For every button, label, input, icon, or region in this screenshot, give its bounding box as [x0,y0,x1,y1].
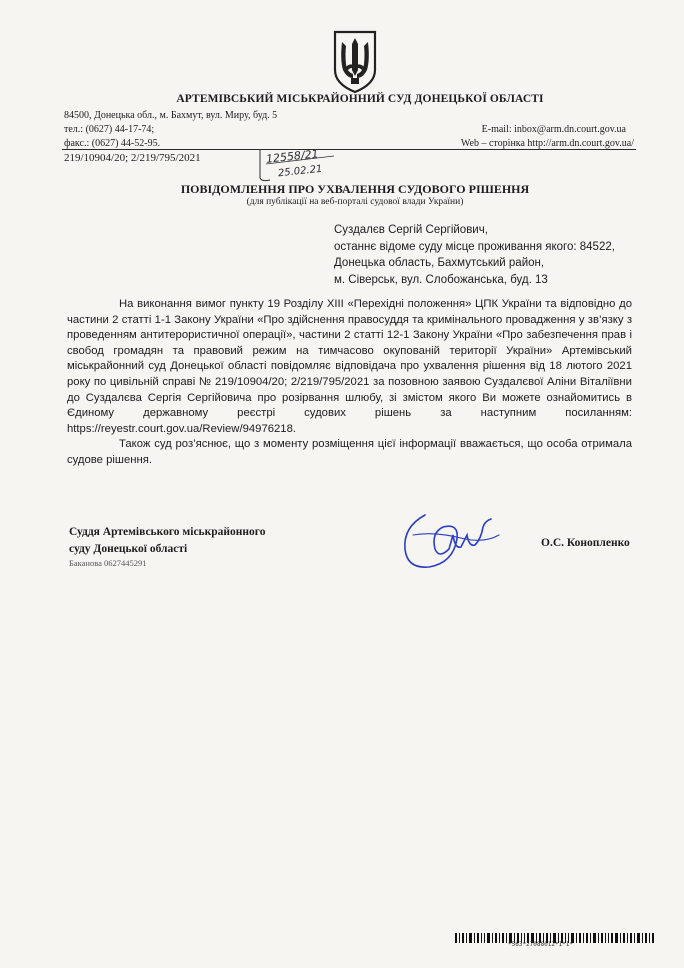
clerk-contact: Баканова 0627445291 [69,558,147,568]
notice-body [67,297,632,469]
barcode-label: *563*27088012*1*1* [508,941,574,948]
recipient-address-line: Донецька область, Бахмутський район, [334,257,545,269]
recipient-address-line: останнє відоме суду місце проживання якого: 84522, [334,240,615,253]
judge-title-line: Суддя Артемівського міськрайонного [69,526,266,538]
body-paragraph: На виконання вимог пункту 19 Розділу XIII «Перехідні положення» ЦПК України та відповідно до частини 2 статті 1-1 Закону України «Про здійснення правосуддя та кримінального провадження у зв’язку з проведенням антитерористичної операції», частини 2 статті 12-1 Закону України «Про забезпечення прав і свобод громадян та правовий режим на тимчасово окупованій території України» Артемівський міськрайонний суд Донецької області повідомляє відповідача про ухвалення рішення від 18 лютого 2021 року по цивільній справі № 219/10904/20; 2/219/795/2021 за позовною заявою Суздалєвої Аліни Віталіївни до Суздалєва Сергія Сергійовича про розірвання шлюбу, зі змістом якого Ви можете ознайомитись в Єдиному державному реєстрі судових рішень за наступним посиланням: https://reyestr.court.gov.ua/Review/94976218. [67,298,632,435]
registration-stamp [248,146,340,186]
court-address: 84500, Донецька обл., м. Бахмут, вул. Миру, буд. 5 [64,110,278,121]
registration-date: 25.02.21 [277,163,323,180]
recipient-address-line: м. Сіверськ, вул. Слобожанська, буд. 13 [334,273,548,286]
judge-title [69,524,265,558]
document-title: ПОВІДОМЛЕННЯ ПРО УХВАЛЕННЯ СУДОВОГО РІШЕННЯ [180,182,530,196]
recipient-block [334,222,664,288]
coat-of-arms-tryzub-icon [331,30,379,94]
court-email: E-mail: inbox@arm.dn.court.gov.ua [481,124,626,135]
registration-number: 12558/21 [265,147,320,166]
body-paragraph: Також суд роз’яснює, що з моменту розміщення цієї інформації вважається, що особа отримала судове рішення. [67,438,632,466]
document-subtitle: (для публікації на веб-порталі судової влади України) [246,197,464,207]
recipient-name: Суздалєв Сергій Сергійович, [334,224,488,236]
court-fax: факс.: (0627) 44-52-95. [64,138,161,149]
court-name-heading: АРТЕМІВСЬКИЙ МІСЬКРАЙОННИЙ СУД ДОНЕЦЬКОЇ ОБЛАСТІ [176,93,544,105]
header-divider [62,149,636,150]
judge-title-line: суду Донецької області [69,543,188,555]
court-website-link[interactable]: Web – сторінка http://arm.dn.court.gov.ua/ [460,138,634,149]
case-reference-number: 219/10904/20; 2/219/795/2021 [64,152,201,164]
handwritten-signature [395,505,505,575]
judge-name: О.С. Конопленко [541,537,630,549]
court-phone: тел.: (0627) 44-17-74; [64,124,155,135]
